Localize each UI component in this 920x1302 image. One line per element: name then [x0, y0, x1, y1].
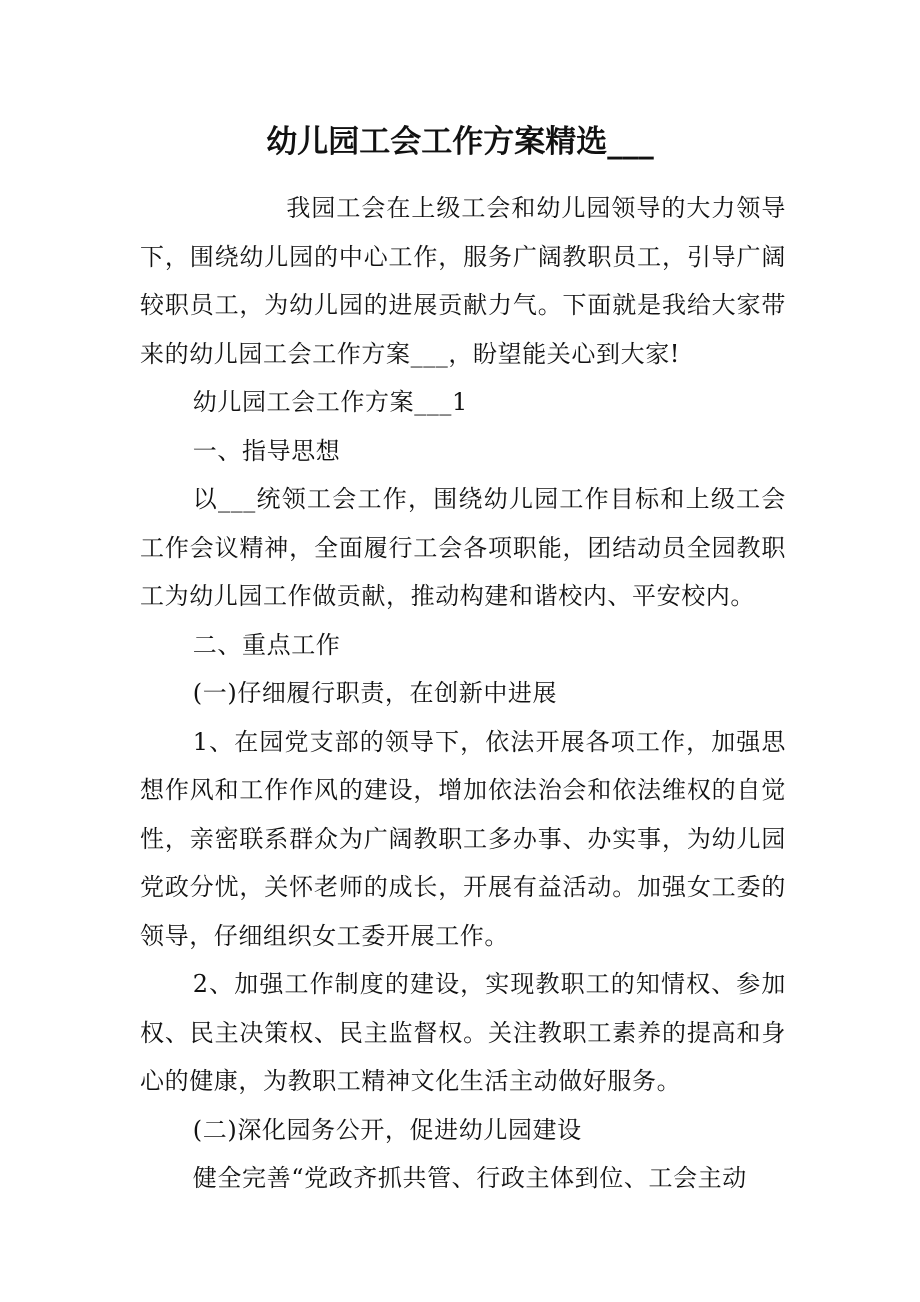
- section-heading-key-work: 二、重点工作: [192, 630, 341, 659]
- document-body: [140, 184, 786, 1203]
- item-2-paragraph: 2、加强工作制度的建设，实现教职工的知情权、参加权、民主决策权、民主监督权。关注教职工素养的提高和身心的健康，为教职工精神文化生活主动做好服务。: [140, 970, 786, 1095]
- subsection-heading-2: (二)深化园务公开，促进幼儿园建设: [192, 1115, 582, 1144]
- document-title: 幼儿园工会工作方案精选___: [266, 124, 654, 160]
- section-heading-guiding-ideology: 一、指导思想: [192, 436, 341, 465]
- guiding-ideology-paragraph: 以___统领工会工作，围绕幼儿园工作目标和上级工会工作会议精神，全面履行工会各项职能，团结动员全园教职工为幼儿园工作做贡献，推动构建和谐校内、平安校内。: [140, 485, 786, 610]
- plan-heading: 幼儿园工会工作方案___1: [192, 388, 468, 416]
- subsection-heading-1: (一)仔细履行职责，在创新中进展: [192, 679, 558, 707]
- intro-paragraph: 我园工会在上级工会和幼儿园领导的大力领导下，围绕幼儿园的中心工作，服务广阔教职员工，引导广阔较职员工，为幼儿园的进展贡献力气。下面就是我给大家带来的幼儿园工会工作方案___，盼望能关心到大家!: [140, 194, 786, 368]
- final-paragraph: 健全完善“党政齐抓共管、行政主体到位、工会主动: [192, 1164, 747, 1192]
- item-1-paragraph: 1、在园党支部的领导下，依法开展各项工作，加强思想作风和工作作风的建设，增加依法治会和依法维权的自觉性，亲密联系群众为广阔教职工多办事、办实事，为幼儿园党政分忧，关怀老师的成长，开展有益活动。加强女工委的领导，仔细组织女工委开展工作。: [140, 727, 786, 950]
